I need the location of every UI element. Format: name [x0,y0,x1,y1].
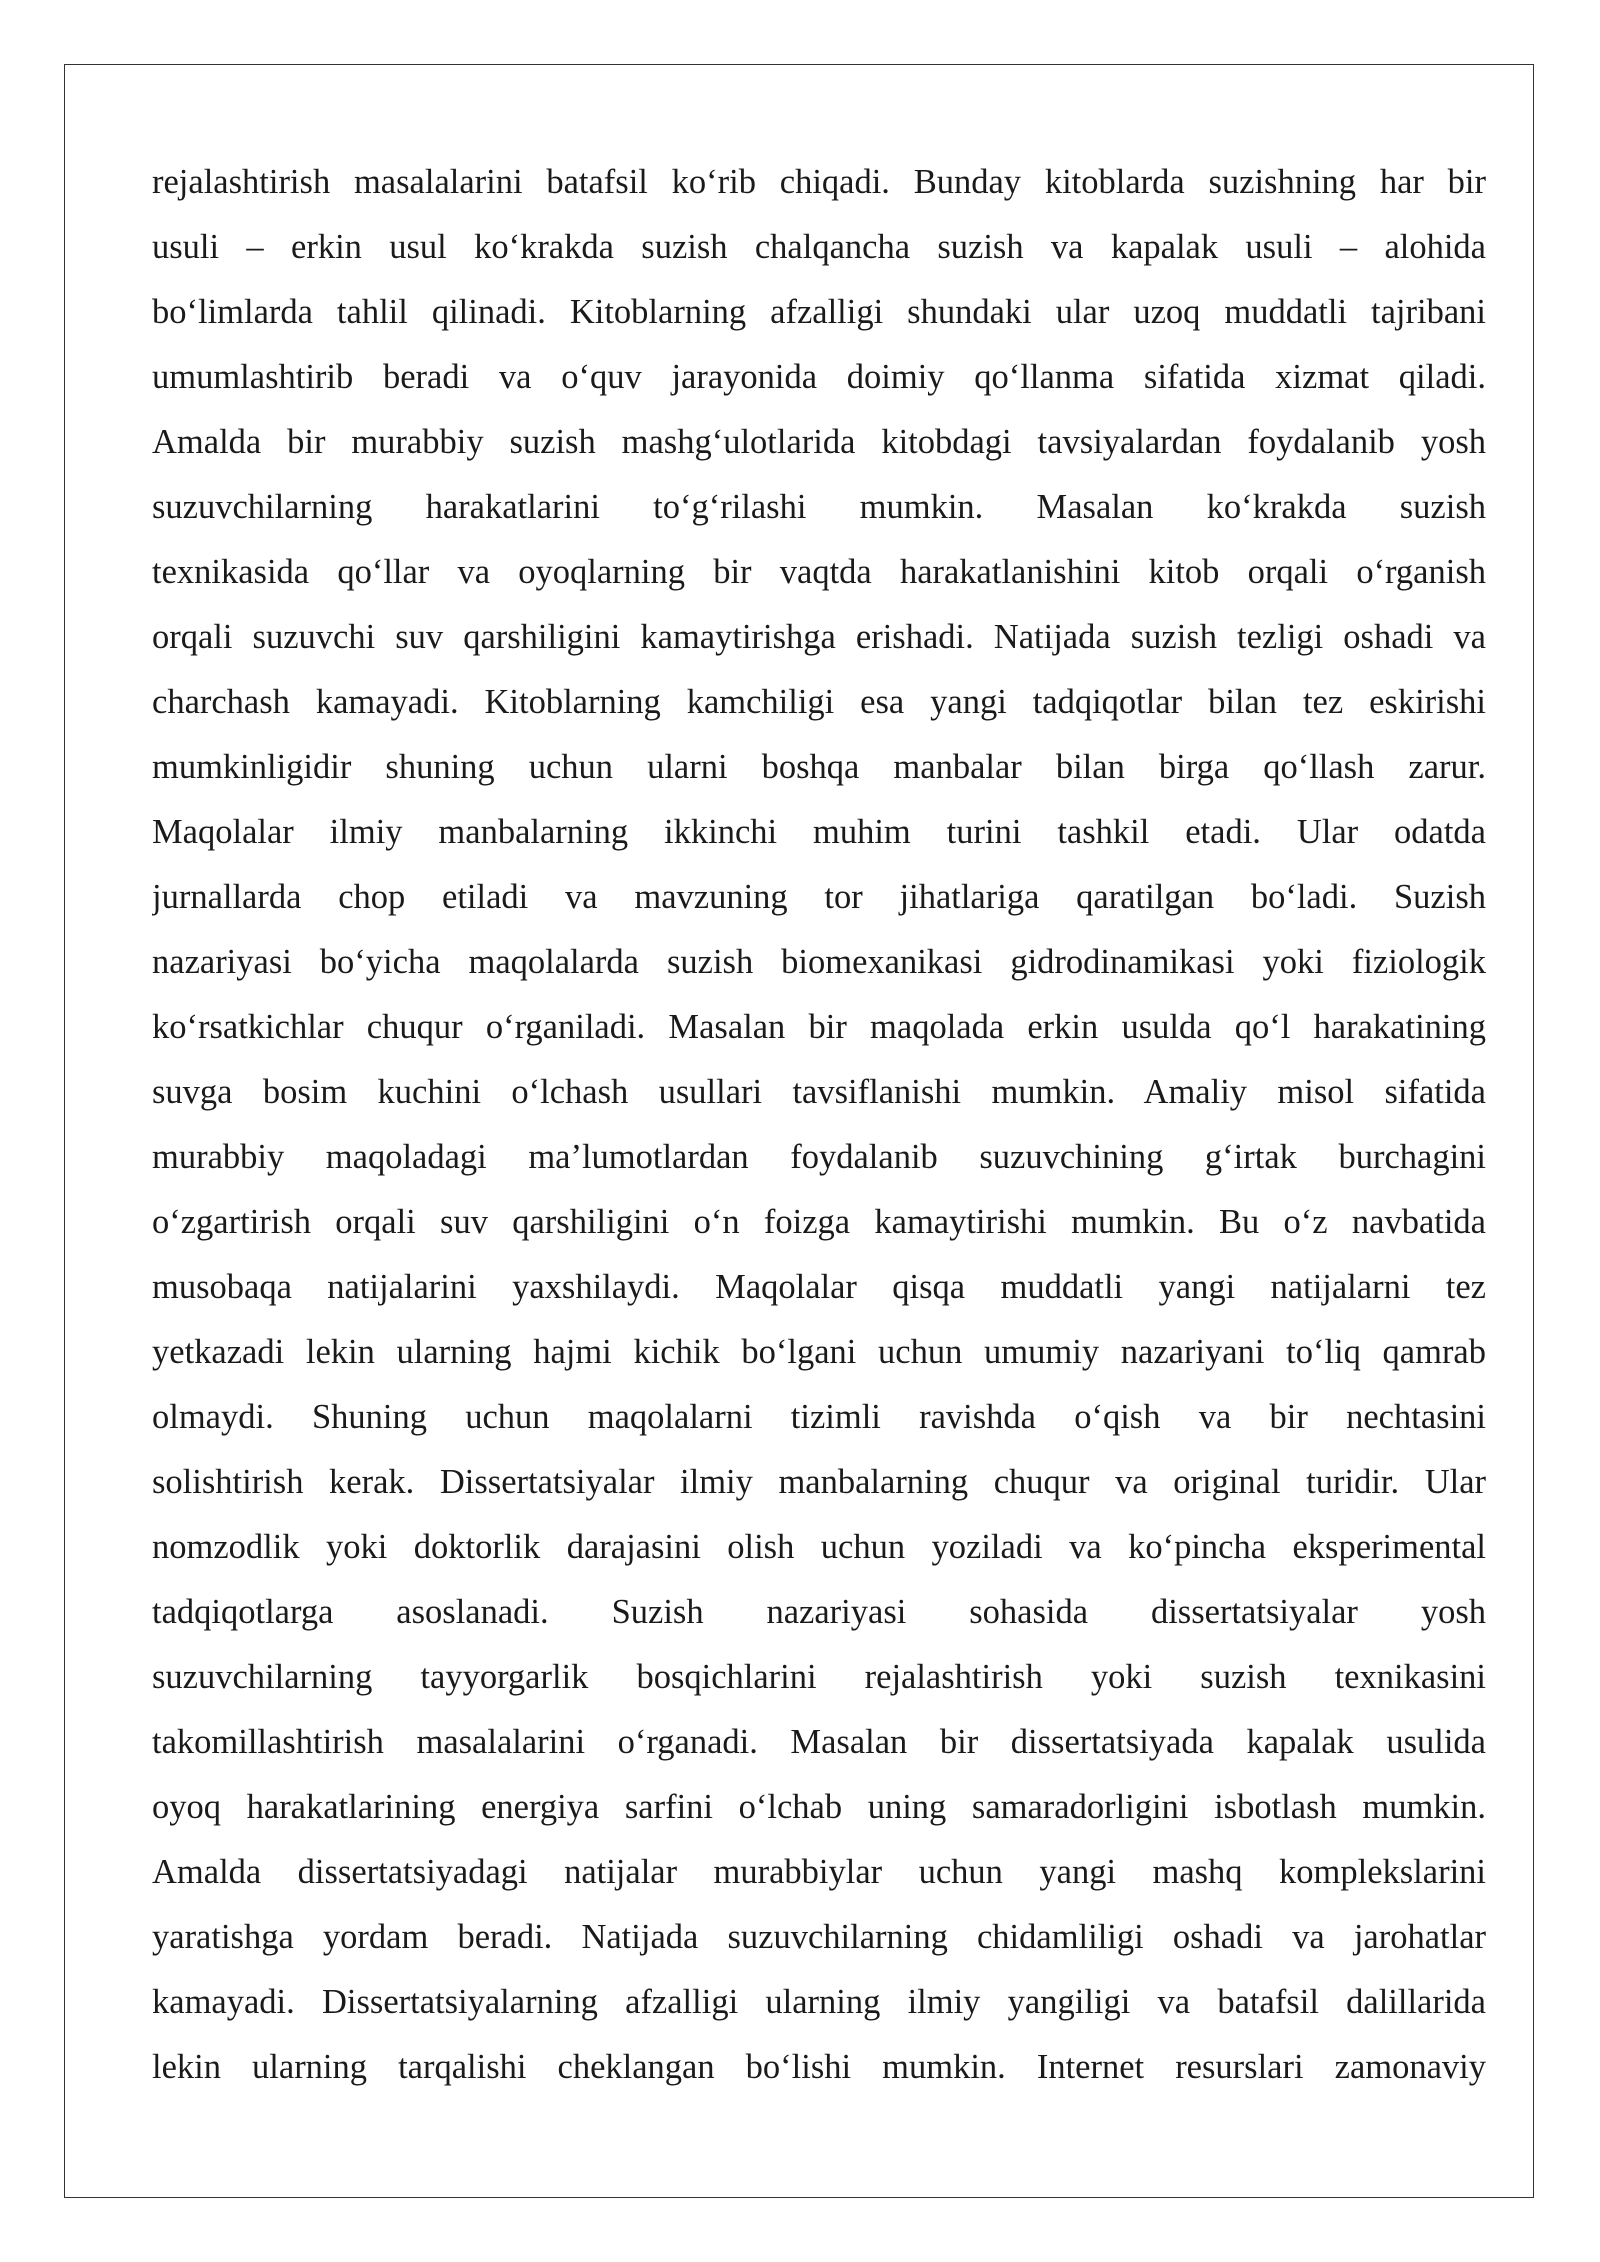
text-line: nomzodlik yoki doktorlik darajasini olish uchun yoziladi va ko‘pincha eksperimental [152,1528,1486,1566]
text-line: Amalda bir murabbiy suzish mashg‘ulotlarida kitobdagi tavsiyalardan foydalanib yosh [152,423,1486,461]
text-line: oyoq harakatlarining energiya sarfini o‘lchab uning samaradorligini isbotlash mumkin. [152,1788,1486,1826]
text-line: yetkazadi lekin ularning hajmi kichik bo‘lgani uchun umumiy nazariyani to‘liq qamrab [152,1333,1486,1371]
text-line: jurnallarda chop etiladi va mavzuning tor jihatlariga qaratilgan bo‘ladi. Suzish [152,878,1486,916]
text-line: lekin ularning tarqalishi cheklangan bo‘lishi mumkin. Internet resurslari zamonaviy [152,2048,1486,2086]
text-line: solishtirish kerak. Dissertatsiyalar ilmiy manbalarning chuqur va original turidir. Ular [152,1463,1486,1501]
text-line: murabbiy maqoladagi ma’lumotlardan foydalanib suzuvchining g‘irtak burchagini [152,1138,1486,1176]
text-line: nazariyasi bo‘yicha maqolalarda suzish biomexanikasi gidrodinamikasi yoki fiziologik [152,943,1486,981]
text-line: Maqolalar ilmiy manbalarning ikkinchi muhim turini tashkil etadi. Ular odatda [152,813,1486,851]
text-line: orqali suzuvchi suv qarshiligini kamaytirishga erishadi. Natijada suzish tezligi oshadi va [152,618,1486,656]
text-line: umumlashtirib beradi va o‘quv jarayonida doimiy qo‘llanma sifatida xizmat qiladi. [152,358,1486,396]
text-line: rejalashtirish masalalarini batafsil ko‘rib chiqadi. Bunday kitoblarda suzishning har bir [152,163,1486,201]
text-line: olmaydi. Shuning uchun maqolalarni tizimli ravishda o‘qish va bir nechtasini [152,1398,1486,1436]
text-line: suzuvchilarning tayyorgarlik bosqichlarini rejalashtirish yoki suzish texnikasini [152,1658,1486,1696]
text-line: takomillashtirish masalalarini o‘rganadi. Masalan bir dissertatsiyada kapalak usulida [152,1723,1486,1761]
text-line: Amalda dissertatsiyadagi natijalar murabbiylar uchun yangi mashq komplekslarini [152,1853,1486,1891]
text-line: suzuvchilarning harakatlarini to‘g‘rilashi mumkin. Masalan ko‘krakda suzish [152,488,1486,526]
text-line: charchash kamayadi. Kitoblarning kamchiligi esa yangi tadqiqotlar bilan tez eskirishi [152,683,1486,721]
text-line: yaratishga yordam beradi. Natijada suzuvchilarning chidamliligi oshadi va jarohatlar [152,1918,1486,1956]
text-line: texnikasida qo‘llar va oyoqlarning bir vaqtda harakatlanishini kitob orqali o‘rganish [152,553,1486,591]
text-line: bo‘limlarda tahlil qilinadi. Kitoblarning afzalligi shundaki ular uzoq muddatli tajribani [152,293,1486,331]
body-paragraph [152,150,1486,2100]
text-line: o‘zgartirish orqali suv qarshiligini o‘n foizga kamaytirishi mumkin. Bu o‘z navbatida [152,1203,1486,1241]
text-line: tadqiqotlarga asoslanadi. Suzish nazariyasi sohasida dissertatsiyalar yosh [152,1593,1486,1631]
text-line: suvga bosim kuchini o‘lchash usullari tavsiflanishi mumkin. Amaliy misol sifatida [152,1073,1486,1111]
text-line: ko‘rsatkichlar chuqur o‘rganiladi. Masalan bir maqolada erkin usulda qo‘l harakatining [152,1008,1486,1046]
text-line: mumkinligidir shuning uchun ularni boshqa manbalar bilan birga qo‘llash zarur. [152,748,1486,786]
text-line: usuli – erkin usul ko‘krakda suzish chalqancha suzish va kapalak usuli – alohida [152,228,1486,266]
text-line: musobaqa natijalarini yaxshilaydi. Maqolalar qisqa muddatli yangi natijalarni tez [152,1268,1486,1306]
text-line: kamayadi. Dissertatsiyalarning afzalligi ularning ilmiy yangiligi va batafsil dalillarida [152,1983,1486,2021]
